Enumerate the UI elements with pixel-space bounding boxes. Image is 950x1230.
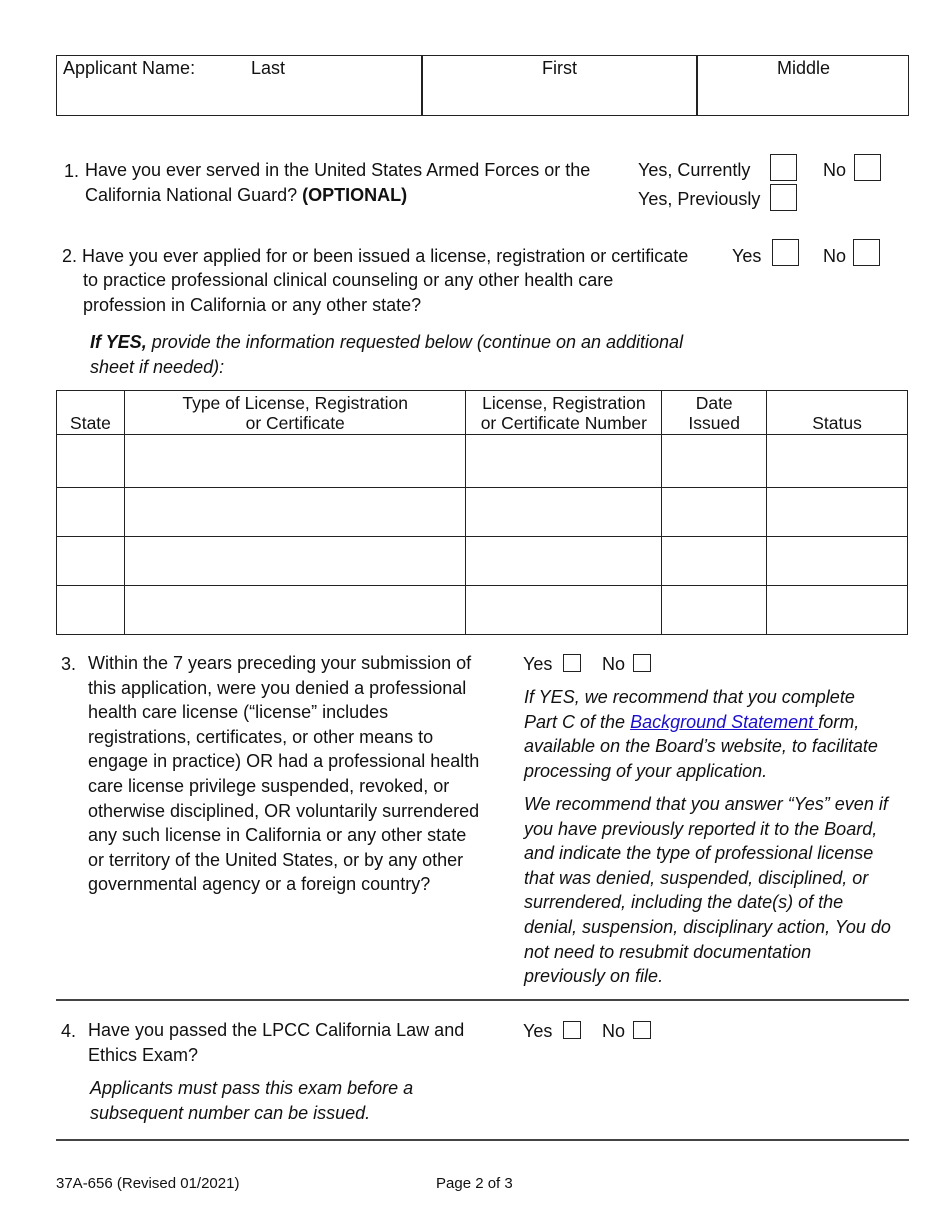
q3-line: this application, were you denied a professional [88, 677, 467, 698]
cell-type[interactable] [124, 488, 466, 537]
q3-note2-line: denial, suspension, disciplinary action, You do [524, 916, 891, 937]
license-table-header-row [57, 391, 908, 435]
q3-note1-line3: available on the Board’s website, to facilitate [524, 736, 878, 757]
q1-no-label: No [823, 160, 847, 180]
q2-if-yes-line2: sheet if needed): [90, 356, 225, 377]
table-row [57, 586, 908, 635]
cell-state[interactable] [57, 488, 125, 537]
q4-yes-label: Yes [523, 1021, 553, 1041]
q4-note-line1: Applicants must pass this exam before a [90, 1078, 414, 1098]
q4-yes-checkbox[interactable] [563, 1021, 581, 1039]
q4-no-label: No [602, 1021, 626, 1041]
cell-state[interactable] [57, 435, 125, 488]
q3-note1 [524, 685, 924, 783]
q3-line: any such license in California or any other state [88, 825, 467, 846]
q1-text-line2 [85, 183, 625, 208]
q3-line: engage in practice) OR had a professional health [88, 751, 480, 772]
background-statement-link[interactable]: Background Statement [630, 711, 819, 732]
q2-text-line2: to practice professional clinical counseling or any other health care [83, 270, 614, 290]
q3-note2 [524, 792, 924, 989]
q2-if-yes-rest: provide the information requested below (continue on an additional [151, 332, 684, 352]
middle-name-label: Middle [777, 58, 831, 78]
q3-note1-post: form, [818, 711, 860, 732]
q1-number: 1. [64, 161, 80, 181]
table-row [57, 435, 908, 488]
q3-note2-line: and indicate the type of professional license [524, 843, 874, 864]
name-divider-1 [421, 56, 423, 115]
header-number-line1: License, Registration [482, 393, 646, 413]
cell-number[interactable] [466, 537, 662, 586]
q4-text-line1: Have you passed the LPCC California Law and [88, 1020, 465, 1040]
cell-state[interactable] [57, 537, 125, 586]
q3-yes-checkbox[interactable] [563, 654, 581, 672]
q1-text-line2-main: California National Guard? [85, 184, 298, 205]
cell-number[interactable] [466, 435, 662, 488]
header-type-line1: Type of License, Registration [182, 393, 409, 413]
q2-yes-checkbox[interactable] [772, 239, 799, 266]
q3-line: Within the 7 years preceding your submission of [88, 653, 472, 673]
q1-no-checkbox[interactable] [854, 154, 881, 181]
header-state [57, 391, 125, 435]
q2-if-yes-line1 [90, 330, 730, 355]
q1-yes-previously-checkbox[interactable] [770, 184, 797, 211]
q3-note1-part: Part C of the [524, 711, 626, 732]
q3-note2-line: that was denied, suspended, disciplined, or [524, 867, 869, 888]
q2-if-yes-bold: If YES, [90, 332, 147, 352]
q4-note-line2: subsequent number can be issued. [90, 1102, 371, 1123]
q4-no-checkbox[interactable] [633, 1021, 651, 1039]
q2-no-checkbox[interactable] [853, 239, 880, 266]
header-date-line1: Date [695, 393, 733, 413]
q1-yes-currently-label: Yes, Currently [638, 160, 751, 180]
header-type [124, 391, 466, 435]
q3-note2-line: you have previously reported it to the Board, [524, 818, 878, 839]
cell-date-issued[interactable] [662, 488, 767, 537]
header-date-issued [662, 391, 767, 435]
q3-note2-line: We recommend that you answer “Yes” even if [524, 794, 888, 814]
page-number: Page 2 of 3 [436, 1175, 513, 1192]
q3-yes-label: Yes [523, 654, 553, 674]
q3-line: or territory of the United States, or by any other [88, 849, 464, 870]
header-date-line2: Issued [688, 413, 740, 433]
cell-type[interactable] [124, 586, 466, 635]
cell-type[interactable] [124, 435, 466, 488]
cell-date-issued[interactable] [662, 537, 767, 586]
header-type-line2: or Certificate [245, 413, 345, 433]
q2-if-yes-note [90, 330, 730, 379]
last-name-field[interactable] [58, 82, 420, 114]
q3-note2-line: surrendered, including the date(s) of the [524, 892, 844, 913]
q3-no-checkbox[interactable] [633, 654, 651, 672]
q1-text-line1: Have you ever served in the United States Armed Forces or the [85, 160, 591, 180]
cell-type[interactable] [124, 537, 466, 586]
cell-number[interactable] [466, 586, 662, 635]
q3-note2-line: previously on file. [524, 966, 664, 987]
q3-divider [56, 999, 909, 1001]
q4-text-line2: Ethics Exam? [88, 1044, 199, 1065]
q1-optional: (OPTIONAL) [302, 184, 408, 205]
q4-note [90, 1076, 510, 1125]
license-table [56, 390, 908, 635]
q4-divider [56, 1139, 909, 1141]
q3-note1-line2 [524, 710, 924, 735]
middle-name-field[interactable] [699, 82, 907, 114]
header-number-line2: or Certificate Number [480, 413, 647, 433]
q3-line: health care license (“license” includes [88, 702, 389, 723]
first-name-label: First [542, 58, 577, 78]
q3-text [88, 651, 508, 897]
q3-note1-line4: processing of your application. [524, 760, 768, 781]
q2-yes-label: Yes [732, 246, 762, 266]
cell-number[interactable] [466, 488, 662, 537]
q2-no-label: No [823, 246, 847, 266]
header-status-line2: Status [812, 413, 862, 433]
cell-status[interactable] [767, 488, 908, 537]
q3-no-label: No [602, 654, 626, 674]
header-number [466, 391, 662, 435]
q1-yes-previously-label: Yes, Previously [638, 189, 761, 209]
header-status [767, 391, 908, 435]
header-state-line2: State [70, 413, 111, 433]
applicant-name-label: Applicant Name: [63, 58, 196, 78]
cell-status[interactable] [767, 537, 908, 586]
first-name-field[interactable] [424, 82, 695, 114]
q4-number: 4. [61, 1021, 77, 1041]
q1-text [85, 158, 625, 207]
q3-number: 3. [61, 654, 77, 674]
table-row [57, 488, 908, 537]
cell-status[interactable] [767, 435, 908, 488]
cell-date-issued[interactable] [662, 435, 767, 488]
q2-text-line3: profession in California or any other state? [83, 294, 422, 315]
form-number: 37A-656 (Revised 01/2021) [56, 1175, 240, 1192]
q2-number: 2. [62, 246, 78, 266]
table-row [57, 537, 908, 586]
q1-yes-currently-checkbox[interactable] [770, 154, 797, 181]
cell-state[interactable] [57, 586, 125, 635]
q3-line: registrations, certificates, or other means to [88, 726, 434, 747]
cell-date-issued[interactable] [662, 586, 767, 635]
q4-text [88, 1018, 508, 1067]
q3-note1-line1: If YES, we recommend that you complete [524, 687, 855, 707]
q3-note2-line: not need to resubmit documentation [524, 941, 812, 962]
q2-text-line1: Have you ever applied for or been issued a license, registration or certificate [82, 246, 689, 266]
q3-line: otherwise disciplined, OR voluntarily surrendered [88, 800, 480, 821]
name-divider-2 [696, 56, 698, 115]
q2-text-cont [83, 268, 613, 317]
cell-status[interactable] [767, 586, 908, 635]
q3-line: governmental agency or a foreign country? [88, 874, 431, 895]
q3-line: care license privilege suspended, revoked, or [88, 775, 450, 796]
last-name-label: Last [251, 58, 286, 78]
